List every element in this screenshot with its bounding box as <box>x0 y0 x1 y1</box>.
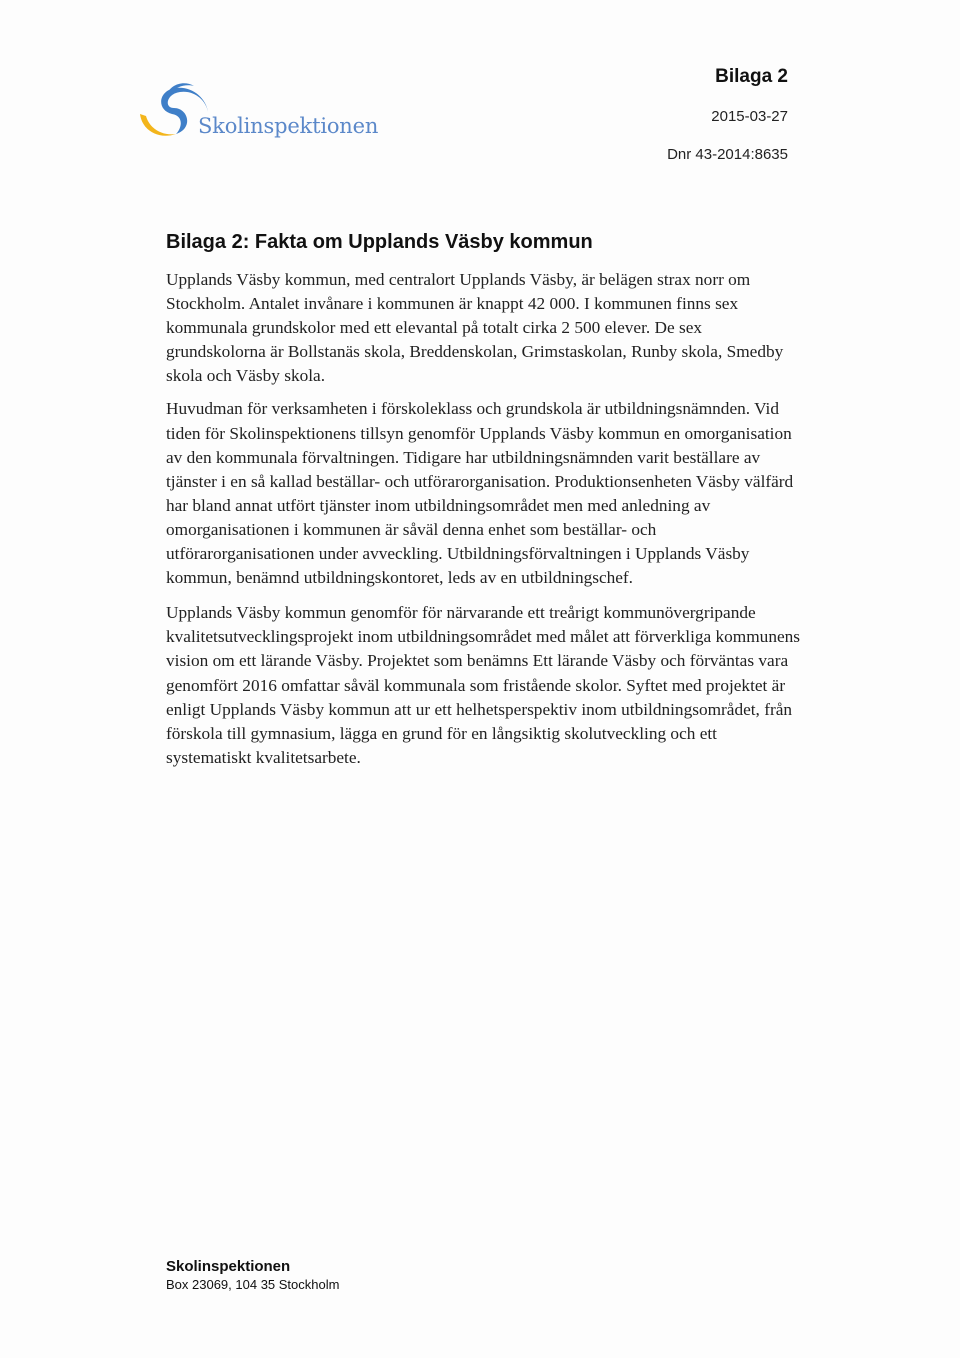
document-body <box>166 268 806 779</box>
attachment-label: Bilaga 2 <box>715 66 788 87</box>
logo-text: Skolinspektionen <box>198 114 379 138</box>
footer <box>166 1257 339 1293</box>
document-date: 2015-03-27 <box>711 108 788 125</box>
paragraph: Upplands Väsby kommun genomför för närvarande ett treårigt kommunövergripande kvalitetsutvecklingsprojekt inom utbildningsområdet med målet att förverkliga kommunens vision om ett lärande Väsby. Projektet som benämns Ett lärande Väsby och förväntas vara genomfört 2016 omfattar såväl kommunala som fristående skolor. Syftet med projektet är enligt Upplands Väsby kommun att ur ett helhetsperspektiv inom utbildningsområdet, från förskola till gymnasium, lägga en grund för en långsiktig skolutveckling och ett systematiskt kvalitetsarbete. <box>166 603 800 767</box>
registration-number: Dnr 43-2014:8635 <box>667 146 788 163</box>
skolinspektionen-logo <box>136 78 396 148</box>
paragraph: Huvudman för verksamheten i förskoleklass och grundskola är utbildningsnämnden. Vid tiden för Skolinspektionens tillsyn genomför Upplands Väsby kommun en omorganisation av den kommunala förvaltningen. Tidigare har utbildningsnämnden varit beställare av tjänster i en så kallad beställar- och utförarorganisation. Produktionsenheten Väsby välfärd har bland annat utfört tjänster inom utbildningsområdet men med anledning av omorganisationen i kommunen är såväl denna enhet som beställar- och utförarorganisationen under avveckling. Utbildningsförvaltningen i Upplands Väsby kommun, benämnd utbildningskontoret, leds av en utbildningschef. <box>166 399 794 588</box>
footer-organization: Skolinspektionen <box>166 1258 291 1275</box>
document-title: Bilaga 2: Fakta om Upplands Väsby kommun <box>166 231 593 253</box>
footer-address: Box 23069, 104 35 Stockholm <box>166 1277 340 1292</box>
paragraph: Upplands Väsby kommun, med centralort Upplands Väsby, är belägen strax norr om Stockholm. Antalet invånare i kommunen är knappt 42 000. I kommunen finns sex kommunala grundskolor med ett elevantal på totalt cirka 2 500 elever. De sex grundskolorna är Bollstanäs skola, Breddenskolan, Grimstaskolan, Runby skola, Smedby skola och Väsby skola. <box>166 270 784 386</box>
